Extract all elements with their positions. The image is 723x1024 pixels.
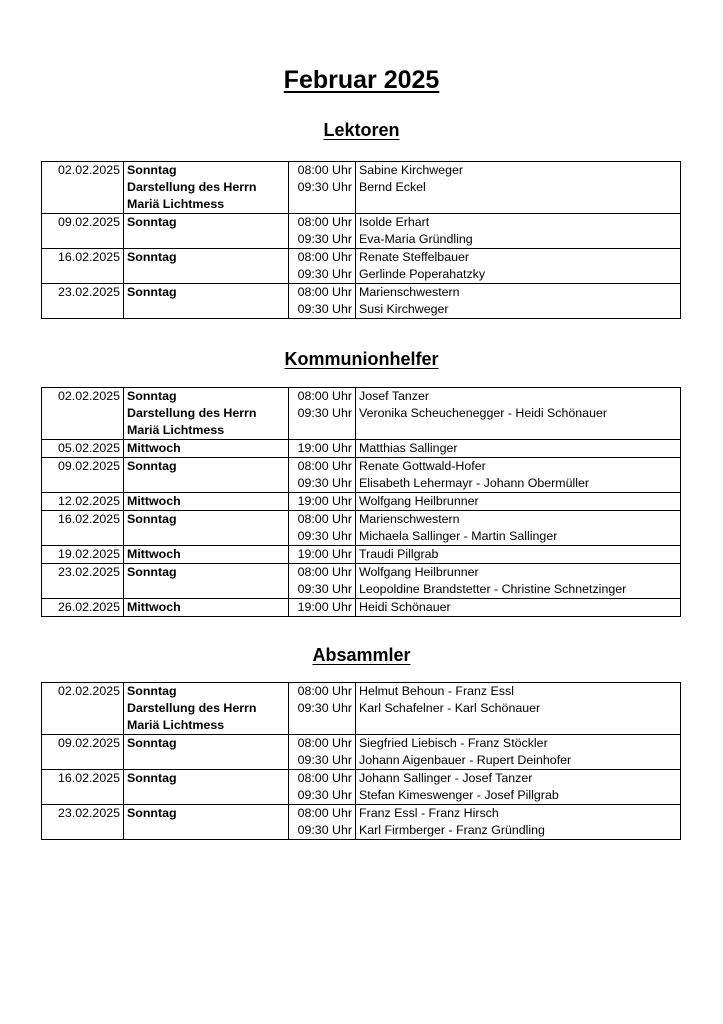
names-cell: Marienschwestern (356, 284, 681, 302)
day-cell: Sonntag (124, 388, 289, 406)
names-cell: Leopoldine Brandstetter - Christine Schnetzinger (356, 581, 681, 599)
empty-cell (124, 266, 289, 284)
day-cell: Sonntag (124, 735, 289, 753)
time-cell: 08:00 Uhr (289, 162, 356, 180)
date-cell: 09.02.2025 (42, 735, 124, 753)
time-cell: 08:00 Uhr (289, 249, 356, 267)
date-cell: 23.02.2025 (42, 564, 124, 582)
time-cell: 09:30 Uhr (289, 405, 356, 422)
time-cell: 09:30 Uhr (289, 752, 356, 770)
time-cell: 09:30 Uhr (289, 700, 356, 717)
empty-cell (42, 266, 124, 284)
empty-cell (42, 787, 124, 805)
empty-cell (124, 752, 289, 770)
names-cell: Veronika Scheuchenegger - Heidi Schönauer (356, 405, 681, 422)
names-cell: Traudi Pillgrab (356, 546, 681, 564)
names-cell: Michaela Sallinger - Martin Sallinger (356, 528, 681, 546)
day-cell: Mittwoch (124, 493, 289, 511)
table-row (42, 717, 681, 735)
names-cell: Heidi Schönauer (356, 599, 681, 617)
empty-cell (42, 752, 124, 770)
day-cell: Sonntag (124, 214, 289, 232)
day-cell: Mariä Lichtmess (124, 717, 289, 735)
date-cell: 12.02.2025 (42, 493, 124, 511)
time-cell: 08:00 Uhr (289, 564, 356, 582)
date-cell: 09.02.2025 (42, 458, 124, 476)
empty-cell (124, 231, 289, 249)
empty-cell (124, 822, 289, 840)
names-cell: Siegfried Liebisch - Franz Stöckler (356, 735, 681, 753)
date-cell: 16.02.2025 (42, 511, 124, 529)
names-cell: Johann Aigenbauer - Rupert Deinhofer (356, 752, 681, 770)
time-cell: 19:00 Uhr (289, 546, 356, 564)
table-row (42, 162, 681, 180)
empty-cell (42, 700, 124, 717)
empty-cell (42, 717, 124, 735)
date-cell: 16.02.2025 (42, 249, 124, 267)
names-cell: Josef Tanzer (356, 388, 681, 406)
names-cell: Bernd Eckel (356, 179, 681, 196)
table-row (42, 700, 681, 717)
empty-cell (124, 475, 289, 493)
names-cell: Marienschwestern (356, 511, 681, 529)
table-row (42, 249, 681, 267)
time-cell: 09:30 Uhr (289, 475, 356, 493)
day-cell: Mittwoch (124, 599, 289, 617)
names-cell: Helmut Behoun - Franz Essl (356, 683, 681, 701)
table-row (42, 231, 681, 249)
names-cell: Franz Essl - Franz Hirsch (356, 805, 681, 823)
table-row (42, 787, 681, 805)
day-cell: Mittwoch (124, 546, 289, 564)
names-cell: Renate Steffelbauer (356, 249, 681, 267)
table-row (42, 458, 681, 476)
date-cell: 26.02.2025 (42, 599, 124, 617)
table-row (42, 422, 681, 440)
table-row (42, 735, 681, 753)
time-cell: 19:00 Uhr (289, 493, 356, 511)
time-cell: 09:30 Uhr (289, 266, 356, 284)
table-row (42, 822, 681, 840)
names-cell: Sabine Kirchweger (356, 162, 681, 180)
section-title-absammler: Absammler (312, 645, 411, 665)
day-cell: Sonntag (124, 249, 289, 267)
names-cell: Gerlinde Poperahatzky (356, 266, 681, 284)
empty-cell (42, 405, 124, 422)
empty-cell (289, 196, 356, 214)
date-cell: 02.02.2025 (42, 683, 124, 701)
page-title: Februar 2025 (283, 66, 440, 94)
schedule-table-absammler (41, 682, 681, 840)
empty-cell (356, 422, 681, 440)
empty-cell (42, 422, 124, 440)
empty-cell (42, 528, 124, 546)
time-cell: 09:30 Uhr (289, 231, 356, 249)
table-row (42, 179, 681, 196)
table-row (42, 284, 681, 302)
time-cell: 08:00 Uhr (289, 805, 356, 823)
table-row (42, 805, 681, 823)
empty-cell (42, 196, 124, 214)
empty-cell (124, 787, 289, 805)
time-cell: 09:30 Uhr (289, 581, 356, 599)
names-cell: Isolde Erhart (356, 214, 681, 232)
table-row (42, 214, 681, 232)
time-cell: 08:00 Uhr (289, 214, 356, 232)
table-row (42, 752, 681, 770)
empty-cell (42, 581, 124, 599)
day-cell: Darstellung des Herrn (124, 405, 289, 422)
date-cell: 16.02.2025 (42, 770, 124, 788)
names-cell: Karl Firmberger - Franz Gründling (356, 822, 681, 840)
table-row (42, 196, 681, 214)
table-row (42, 266, 681, 284)
date-cell: 02.02.2025 (42, 388, 124, 406)
empty-cell (42, 475, 124, 493)
empty-cell (42, 231, 124, 249)
table-row (42, 511, 681, 529)
names-cell: Stefan Kimeswenger - Josef Pillgrab (356, 787, 681, 805)
names-cell: Wolfgang Heilbrunner (356, 564, 681, 582)
day-cell: Mariä Lichtmess (124, 422, 289, 440)
schedule-table-kommunionhelfer (41, 387, 681, 617)
table-row (42, 770, 681, 788)
names-cell: Karl Schafelner - Karl Schönauer (356, 700, 681, 717)
empty-cell (356, 717, 681, 735)
day-cell: Sonntag (124, 770, 289, 788)
table-row (42, 683, 681, 701)
day-cell: Darstellung des Herrn (124, 179, 289, 196)
section-title-lektoren: Lektoren (323, 120, 400, 140)
table-row (42, 475, 681, 493)
empty-cell (289, 717, 356, 735)
table-row (42, 301, 681, 319)
time-cell: 09:30 Uhr (289, 787, 356, 805)
time-cell: 08:00 Uhr (289, 511, 356, 529)
time-cell: 08:00 Uhr (289, 683, 356, 701)
time-cell: 08:00 Uhr (289, 284, 356, 302)
table-row (42, 405, 681, 422)
empty-cell (42, 822, 124, 840)
time-cell: 08:00 Uhr (289, 388, 356, 406)
date-cell: 02.02.2025 (42, 162, 124, 180)
day-cell: Darstellung des Herrn (124, 700, 289, 717)
time-cell: 09:30 Uhr (289, 528, 356, 546)
time-cell: 09:30 Uhr (289, 822, 356, 840)
day-cell: Sonntag (124, 284, 289, 302)
date-cell: 23.02.2025 (42, 284, 124, 302)
names-cell: Eva-Maria Gründling (356, 231, 681, 249)
section-title-kommunionhelfer: Kommunionhelfer (284, 349, 439, 369)
time-cell: 08:00 Uhr (289, 458, 356, 476)
names-cell: Johann Sallinger - Josef Tanzer (356, 770, 681, 788)
day-cell: Mittwoch (124, 440, 289, 458)
date-cell: 23.02.2025 (42, 805, 124, 823)
time-cell: 09:30 Uhr (289, 301, 356, 319)
day-cell: Sonntag (124, 511, 289, 529)
table-row (42, 493, 681, 511)
names-cell: Susi Kirchweger (356, 301, 681, 319)
empty-cell (42, 301, 124, 319)
time-cell: 08:00 Uhr (289, 735, 356, 753)
table-row (42, 528, 681, 546)
day-cell: Sonntag (124, 564, 289, 582)
day-cell: Sonntag (124, 458, 289, 476)
empty-cell (124, 301, 289, 319)
empty-cell (42, 179, 124, 196)
empty-cell (124, 528, 289, 546)
time-cell: 08:00 Uhr (289, 770, 356, 788)
table-row (42, 581, 681, 599)
time-cell: 19:00 Uhr (289, 599, 356, 617)
empty-cell (356, 196, 681, 214)
day-cell: Sonntag (124, 805, 289, 823)
names-cell: Matthias Sallinger (356, 440, 681, 458)
table-row (42, 564, 681, 582)
empty-cell (289, 422, 356, 440)
date-cell: 19.02.2025 (42, 546, 124, 564)
day-cell: Mariä Lichtmess (124, 196, 289, 214)
names-cell: Elisabeth Lehermayr - Johann Obermüller (356, 475, 681, 493)
table-row (42, 440, 681, 458)
schedule-table-lektoren (41, 161, 681, 319)
table-row (42, 546, 681, 564)
date-cell: 05.02.2025 (42, 440, 124, 458)
empty-cell (124, 581, 289, 599)
time-cell: 19:00 Uhr (289, 440, 356, 458)
table-row (42, 388, 681, 406)
names-cell: Wolfgang Heilbrunner (356, 493, 681, 511)
time-cell: 09:30 Uhr (289, 179, 356, 196)
day-cell: Sonntag (124, 162, 289, 180)
day-cell: Sonntag (124, 683, 289, 701)
table-row (42, 599, 681, 617)
names-cell: Renate Gottwald-Hofer (356, 458, 681, 476)
date-cell: 09.02.2025 (42, 214, 124, 232)
